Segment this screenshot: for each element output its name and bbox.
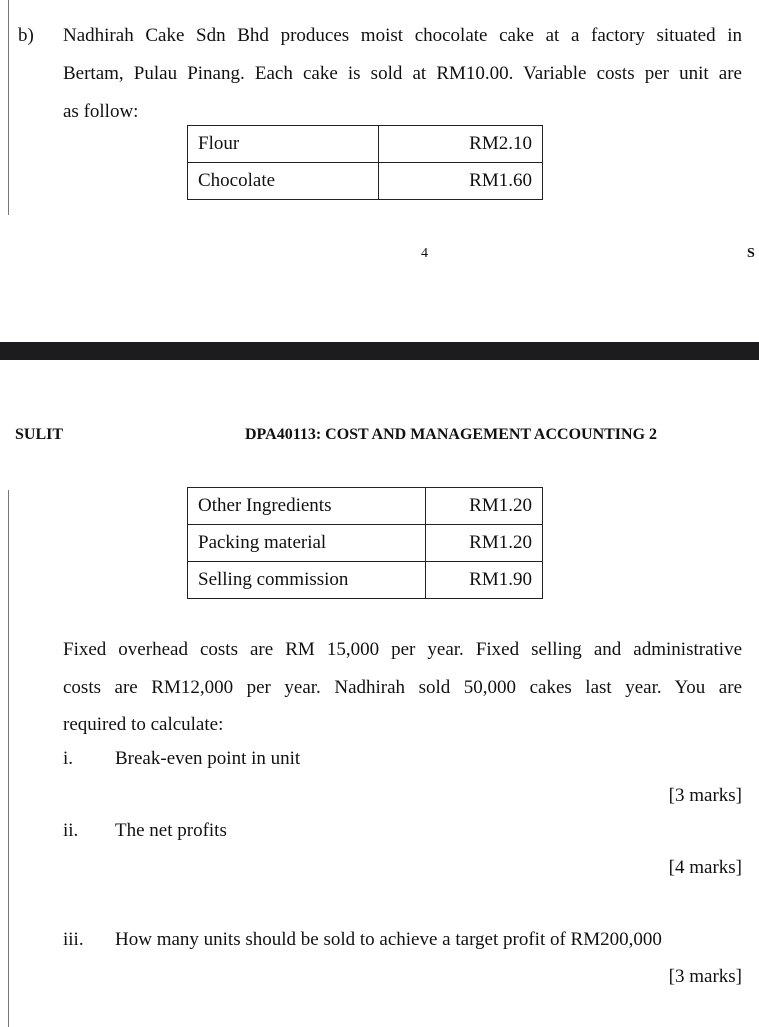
- cost-item: Flour: [188, 126, 379, 163]
- cost-value: RM1.90: [426, 562, 543, 599]
- cost-item: Selling commission: [188, 562, 426, 599]
- part-marks: [3 marks]: [668, 966, 742, 987]
- part-text: How many units should be sold to achieve a target profit of RM200,000: [115, 929, 662, 950]
- table-row: [188, 163, 543, 200]
- part-marks: [3 marks]: [668, 785, 742, 806]
- part-text: Break-even point in unit: [115, 748, 301, 769]
- intro-line: Bertam, Pulau Pinang. Each cake is sold at RM10.00. Variable costs per unit are: [63, 63, 742, 84]
- footer-right: S: [747, 246, 755, 261]
- part-marks: [4 marks]: [668, 857, 742, 878]
- part-number: iii.: [63, 929, 84, 950]
- table-row: [188, 562, 543, 599]
- cost-item: Other Ingredients: [188, 488, 426, 525]
- question-label: b): [18, 25, 34, 46]
- para-line: required to calculate:: [63, 714, 224, 735]
- cost-value: RM2.10: [379, 126, 543, 163]
- cost-item: Chocolate: [188, 163, 379, 200]
- margin-line: [8, 490, 9, 1027]
- table-row: [188, 126, 543, 163]
- page-number: 4: [421, 246, 428, 261]
- header-title: DPA40113: COST AND MANAGEMENT ACCOUNTING 2: [245, 426, 658, 443]
- part-number: ii.: [63, 820, 79, 841]
- intro-line: Nadhirah Cake Sdn Bhd produces moist chocolate cake at a factory situated in: [63, 25, 742, 46]
- header-sulit: SULIT: [15, 426, 64, 443]
- cost-item: Packing material: [188, 525, 426, 562]
- part-text: The net profits: [115, 820, 227, 841]
- cost-value: RM1.60: [379, 163, 543, 200]
- part-number: i.: [63, 748, 74, 769]
- page-separator: [0, 342, 759, 360]
- para-line: Fixed overhead costs are RM 15,000 per year. Fixed selling and administrative: [63, 639, 742, 660]
- variable-cost-table-2: [187, 487, 543, 599]
- variable-cost-table-1: [187, 125, 543, 200]
- cost-value: RM1.20: [426, 525, 543, 562]
- table-row: [188, 525, 543, 562]
- cost-value: RM1.20: [426, 488, 543, 525]
- para-line: costs are RM12,000 per year. Nadhirah sold 50,000 cakes last year. You are: [63, 677, 742, 698]
- margin-line: [8, 0, 9, 215]
- intro-line: as follow:: [63, 101, 139, 122]
- table-row: [188, 488, 543, 525]
